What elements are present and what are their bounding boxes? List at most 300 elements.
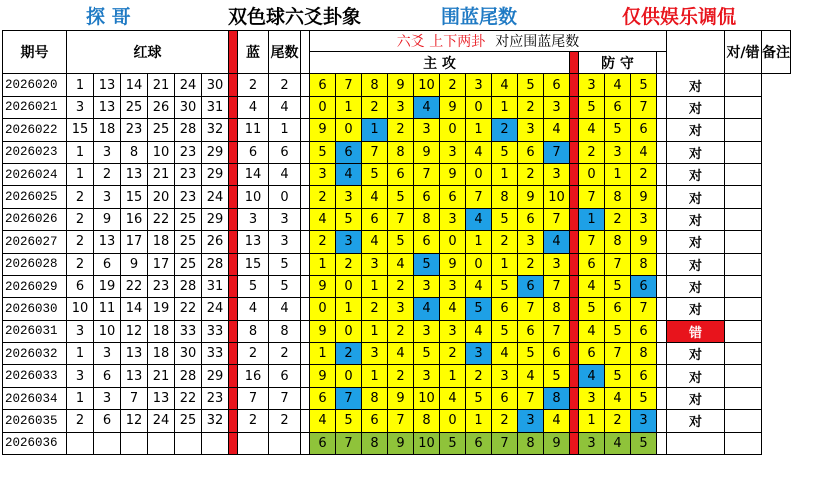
result-cell: 对 — [667, 275, 725, 297]
red-ball-cell: 2 — [67, 186, 94, 208]
defend-cell: 6 — [579, 253, 605, 275]
defend-cell: 8 — [605, 231, 631, 253]
red-ball-cell: 13 — [94, 231, 121, 253]
attack-cell: 5 — [492, 320, 518, 342]
red-ball-cell: 23 — [148, 275, 175, 297]
defend-cell: 5 — [579, 298, 605, 320]
period-cell: 2026021 — [3, 96, 67, 118]
attack-cell: 1 — [310, 343, 336, 365]
note-cell — [725, 298, 762, 320]
red-ball-cell: 1 — [67, 163, 94, 185]
red-ball-cell: 7 — [121, 387, 148, 409]
separator — [570, 96, 579, 118]
period-cell: 2026036 — [3, 432, 67, 454]
defend-cell: 7 — [605, 343, 631, 365]
red-ball-cell: 9 — [94, 208, 121, 230]
attack-cell: 1 — [310, 253, 336, 275]
separator — [229, 387, 238, 409]
method-header — [310, 31, 667, 52]
separator — [570, 298, 579, 320]
defend-cell: 5 — [605, 119, 631, 141]
red-ball-cell: 30 — [202, 74, 229, 96]
attack-cell: 9 — [388, 74, 414, 96]
defend-cell: 9 — [631, 231, 657, 253]
period-cell: 2026024 — [3, 163, 67, 185]
separator — [301, 410, 310, 432]
table-row — [3, 410, 791, 432]
attack-cell: 10 — [414, 432, 440, 454]
blue-ball-cell — [238, 432, 269, 454]
attack-cell: 1 — [466, 231, 492, 253]
red-ball-cell: 10 — [94, 320, 121, 342]
attack-cell: 4 — [388, 253, 414, 275]
blue-ball-cell: 16 — [238, 365, 269, 387]
separator — [229, 231, 238, 253]
tail-cell — [269, 432, 301, 454]
red-ball-cell: 29 — [202, 163, 229, 185]
attack-cell: 8 — [362, 387, 388, 409]
attack-cell: 9 — [440, 163, 466, 185]
separator — [229, 141, 238, 163]
red-ball-cell: 1 — [67, 141, 94, 163]
attack-cell: 3 — [518, 410, 544, 432]
defend-cell: 6 — [605, 298, 631, 320]
attack-cell: 7 — [518, 387, 544, 409]
attack-cell: 6 — [544, 343, 570, 365]
forecast-table — [2, 30, 791, 455]
separator — [657, 231, 667, 253]
separator — [229, 432, 238, 454]
attack-cell: 7 — [544, 275, 570, 297]
separator — [301, 231, 310, 253]
separator — [657, 74, 667, 96]
red-ball-cell: 13 — [121, 343, 148, 365]
attack-cell: 4 — [518, 365, 544, 387]
result-cell: 对 — [667, 410, 725, 432]
attack-cell: 0 — [310, 96, 336, 118]
attack-cell: 9 — [440, 253, 466, 275]
attack-cell: 2 — [388, 275, 414, 297]
attack-cell: 2 — [362, 96, 388, 118]
defend-cell: 5 — [631, 387, 657, 409]
attack-cell: 7 — [492, 432, 518, 454]
red-ball-cell: 32 — [202, 119, 229, 141]
tail-cell: 4 — [269, 163, 301, 185]
separator — [570, 186, 579, 208]
separator — [570, 208, 579, 230]
red-ball-cell: 21 — [148, 365, 175, 387]
defend-cell: 3 — [605, 141, 631, 163]
attack-cell: 5 — [492, 141, 518, 163]
note-cell — [725, 410, 762, 432]
red-ball-cell: 26 — [148, 96, 175, 118]
result-cell: 对 — [667, 74, 725, 96]
separator — [229, 31, 238, 74]
table-row — [3, 343, 791, 365]
attack-cell: 6 — [466, 432, 492, 454]
red-ball-cell: 33 — [175, 320, 202, 342]
note-cell — [725, 253, 762, 275]
attack-cell: 3 — [310, 163, 336, 185]
separator — [570, 231, 579, 253]
blue-ball-cell: 2 — [238, 410, 269, 432]
blue-ball-cell: 4 — [238, 96, 269, 118]
attack-cell: 4 — [466, 141, 492, 163]
separator — [301, 31, 310, 74]
attack-cell: 0 — [440, 119, 466, 141]
red-ball-cell: 30 — [175, 343, 202, 365]
red-ball-cell: 28 — [175, 365, 202, 387]
red-ball-cell: 29 — [202, 208, 229, 230]
attack-cell: 0 — [336, 365, 362, 387]
defend-cell: 4 — [631, 141, 657, 163]
defend-cell: 6 — [579, 343, 605, 365]
tail-cell: 5 — [269, 275, 301, 297]
attack-cell: 10 — [414, 387, 440, 409]
red-ball-cell: 31 — [202, 96, 229, 118]
title-bar — [0, 0, 825, 30]
red-ball-cell: 1 — [67, 74, 94, 96]
blue-ball-cell: 14 — [238, 163, 269, 185]
attack-cell: 3 — [466, 74, 492, 96]
method-red-label: 六爻 上下两卦 — [396, 34, 486, 50]
defend-cell: 4 — [579, 365, 605, 387]
red-ball-cell: 23 — [175, 186, 202, 208]
separator — [301, 253, 310, 275]
attack-cell: 3 — [336, 231, 362, 253]
attack-cell: 4 — [544, 231, 570, 253]
red-ball-cell: 3 — [67, 365, 94, 387]
attack-cell: 9 — [518, 186, 544, 208]
tail-cell: 6 — [269, 365, 301, 387]
result-header: 对/错 — [725, 31, 762, 74]
separator — [570, 343, 579, 365]
red-ball-cell: 13 — [94, 74, 121, 96]
defend-cell: 6 — [631, 275, 657, 297]
red-ball-cell — [67, 432, 94, 454]
red-ball-cell: 16 — [121, 208, 148, 230]
red-ball-cell: 13 — [148, 387, 175, 409]
red-ball-cell: 22 — [148, 208, 175, 230]
red-ball-cell: 15 — [121, 186, 148, 208]
attack-cell: 6 — [544, 74, 570, 96]
red-ball-cell: 6 — [94, 365, 121, 387]
defend-cell: 4 — [605, 432, 631, 454]
attack-cell: 8 — [544, 298, 570, 320]
table-row — [3, 141, 791, 163]
red-ball-cell: 24 — [175, 74, 202, 96]
attack-cell: 6 — [310, 432, 336, 454]
red-ball-cell: 10 — [148, 141, 175, 163]
result-cell: 对 — [667, 96, 725, 118]
red-ball-cell: 3 — [94, 141, 121, 163]
defend-cell: 2 — [631, 163, 657, 185]
separator — [229, 275, 238, 297]
separator — [657, 253, 667, 275]
tail-cell: 7 — [269, 387, 301, 409]
separator — [229, 208, 238, 230]
defend-cell: 1 — [605, 163, 631, 185]
period-cell: 2026023 — [3, 141, 67, 163]
author-label: 探 哥 — [86, 6, 131, 28]
attack-cell: 5 — [466, 298, 492, 320]
defend-cell: 3 — [631, 410, 657, 432]
separator — [301, 163, 310, 185]
attack-cell: 8 — [544, 387, 570, 409]
header-row-1 — [3, 31, 791, 52]
blue-ball-cell: 6 — [238, 141, 269, 163]
separator — [301, 74, 310, 96]
separator — [301, 119, 310, 141]
result-cell: 对 — [667, 231, 725, 253]
separator — [301, 365, 310, 387]
attack-cell: 1 — [492, 163, 518, 185]
attack-cell: 7 — [336, 74, 362, 96]
result-cell — [667, 432, 725, 454]
attack-cell: 2 — [492, 231, 518, 253]
red-ball-cell: 8 — [121, 141, 148, 163]
period-cell: 2026028 — [3, 253, 67, 275]
attack-cell: 1 — [336, 96, 362, 118]
defend-cell: 5 — [605, 275, 631, 297]
result-cell: 对 — [667, 208, 725, 230]
attack-cell: 6 — [362, 410, 388, 432]
red-ball-cell: 19 — [148, 298, 175, 320]
period-cell: 2026029 — [3, 275, 67, 297]
attack-cell: 3 — [518, 119, 544, 141]
attack-cell: 3 — [440, 320, 466, 342]
defend-cell: 4 — [605, 387, 631, 409]
red-ball-cell: 12 — [121, 320, 148, 342]
attack-cell: 3 — [544, 163, 570, 185]
blue-ball-cell: 3 — [238, 208, 269, 230]
separator — [667, 31, 725, 74]
attack-cell: 7 — [414, 163, 440, 185]
attack-cell: 7 — [388, 208, 414, 230]
table-row — [3, 365, 791, 387]
attack-cell: 6 — [492, 387, 518, 409]
red-ball-cell: 2 — [67, 410, 94, 432]
result-cell: 对 — [667, 253, 725, 275]
red-ball-cell: 2 — [67, 253, 94, 275]
attack-cell: 5 — [466, 387, 492, 409]
attack-cell: 3 — [414, 275, 440, 297]
separator — [570, 52, 579, 74]
attack-cell: 3 — [414, 119, 440, 141]
table-row — [3, 253, 791, 275]
blue-ball-cell: 13 — [238, 231, 269, 253]
attack-cell: 4 — [466, 275, 492, 297]
red-ball-cell: 25 — [175, 231, 202, 253]
separator — [301, 186, 310, 208]
red-ball-cell: 29 — [202, 365, 229, 387]
defend-header: 防 守 — [579, 52, 657, 74]
result-cell: 对 — [667, 387, 725, 409]
attack-cell: 3 — [544, 253, 570, 275]
separator — [657, 119, 667, 141]
defend-cell: 4 — [579, 119, 605, 141]
result-cell: 对 — [667, 365, 725, 387]
blue-ball-cell: 7 — [238, 387, 269, 409]
table-row — [3, 320, 791, 342]
attack-cell: 8 — [388, 141, 414, 163]
attack-cell: 5 — [492, 275, 518, 297]
attack-cell: 2 — [388, 320, 414, 342]
table-row — [3, 186, 791, 208]
attack-cell: 4 — [440, 387, 466, 409]
separator — [301, 320, 310, 342]
separator — [657, 410, 667, 432]
defend-cell: 5 — [579, 96, 605, 118]
attack-cell: 1 — [362, 365, 388, 387]
attack-cell: 6 — [518, 208, 544, 230]
defend-cell: 6 — [631, 365, 657, 387]
red-ball-cell: 29 — [202, 141, 229, 163]
sheet-title: 双色球六爻卦象 — [228, 6, 362, 28]
attack-cell: 4 — [492, 343, 518, 365]
attack-cell: 0 — [336, 119, 362, 141]
separator — [229, 163, 238, 185]
attack-cell: 7 — [466, 186, 492, 208]
red-ball-cell: 17 — [121, 231, 148, 253]
attack-cell: 4 — [492, 74, 518, 96]
period-cell: 2026026 — [3, 208, 67, 230]
tail-cell: 2 — [269, 410, 301, 432]
note-cell — [725, 432, 762, 454]
period-cell: 2026027 — [3, 231, 67, 253]
separator — [657, 275, 667, 297]
attack-cell: 7 — [544, 208, 570, 230]
separator — [301, 343, 310, 365]
red-ball-cell: 13 — [121, 365, 148, 387]
attack-cell: 3 — [414, 320, 440, 342]
note-cell — [725, 141, 762, 163]
attack-cell: 5 — [518, 343, 544, 365]
note-cell — [725, 186, 762, 208]
attack-cell: 1 — [362, 119, 388, 141]
attack-cell: 2 — [388, 119, 414, 141]
attack-cell: 4 — [544, 119, 570, 141]
separator — [570, 432, 579, 454]
defend-cell: 4 — [605, 74, 631, 96]
red-ball-cell: 33 — [202, 320, 229, 342]
blue-ball-cell: 4 — [238, 298, 269, 320]
defend-cell: 5 — [605, 320, 631, 342]
red-ball-cell: 18 — [148, 343, 175, 365]
blue-ball-cell: 5 — [238, 275, 269, 297]
tail-header: 尾数 — [269, 31, 301, 74]
note-cell — [725, 343, 762, 365]
attack-cell: 9 — [310, 365, 336, 387]
attack-cell: 2 — [492, 119, 518, 141]
attack-cell: 2 — [440, 74, 466, 96]
attack-cell: 6 — [414, 231, 440, 253]
defend-cell: 5 — [605, 365, 631, 387]
attack-cell: 6 — [440, 186, 466, 208]
red-ball-cell: 25 — [175, 253, 202, 275]
red-ball-cell: 17 — [148, 253, 175, 275]
defend-cell: 2 — [605, 410, 631, 432]
blue-ball-cell: 15 — [238, 253, 269, 275]
note-cell — [725, 320, 762, 342]
attack-cell: 4 — [388, 343, 414, 365]
attack-cell: 9 — [440, 96, 466, 118]
result-cell: 对 — [667, 343, 725, 365]
defend-cell: 1 — [579, 208, 605, 230]
attack-cell: 4 — [440, 298, 466, 320]
attack-cell: 3 — [414, 365, 440, 387]
result-cell: 对 — [667, 141, 725, 163]
separator — [229, 74, 238, 96]
red-ball-cell: 33 — [202, 343, 229, 365]
defend-cell: 2 — [579, 141, 605, 163]
attack-cell: 3 — [362, 343, 388, 365]
red-ball-cell: 25 — [175, 208, 202, 230]
attack-cell: 0 — [336, 275, 362, 297]
attack-cell: 5 — [388, 186, 414, 208]
attack-cell: 4 — [466, 208, 492, 230]
defend-cell: 7 — [579, 186, 605, 208]
blue-ball-cell: 10 — [238, 186, 269, 208]
attack-cell: 8 — [362, 74, 388, 96]
attack-cell: 3 — [440, 208, 466, 230]
separator — [657, 163, 667, 185]
red-ball-cell — [148, 432, 175, 454]
attack-cell: 1 — [336, 298, 362, 320]
attack-cell: 6 — [388, 163, 414, 185]
separator — [229, 186, 238, 208]
attack-cell: 8 — [414, 410, 440, 432]
table-row — [3, 163, 791, 185]
red-ball-cell: 3 — [67, 96, 94, 118]
defend-cell: 1 — [579, 410, 605, 432]
result-cell: 对 — [667, 298, 725, 320]
red-ball-cell: 19 — [94, 275, 121, 297]
red-ball-cell — [121, 432, 148, 454]
separator — [657, 96, 667, 118]
red-ball-cell — [202, 432, 229, 454]
defend-cell: 2 — [605, 208, 631, 230]
red-ball-cell: 28 — [202, 253, 229, 275]
table-row — [3, 208, 791, 230]
attack-cell: 7 — [544, 320, 570, 342]
tail-cell: 8 — [269, 320, 301, 342]
method-black-label: 对应围蓝尾数 — [495, 34, 580, 50]
note-cell — [725, 119, 762, 141]
tail-cell: 2 — [269, 343, 301, 365]
note-cell — [725, 387, 762, 409]
red-ball-cell: 25 — [121, 96, 148, 118]
separator — [301, 96, 310, 118]
separator — [570, 74, 579, 96]
red-ball-cell: 23 — [175, 141, 202, 163]
separator — [570, 365, 579, 387]
attack-cell: 1 — [362, 275, 388, 297]
result-cell: 对 — [667, 163, 725, 185]
attack-cell: 4 — [544, 410, 570, 432]
red-ball-cell: 2 — [67, 231, 94, 253]
attack-cell: 2 — [440, 343, 466, 365]
attack-cell: 4 — [414, 96, 440, 118]
attack-cell: 2 — [310, 186, 336, 208]
red-ball-cell: 20 — [148, 186, 175, 208]
period-cell: 2026031 — [3, 320, 67, 342]
separator — [657, 298, 667, 320]
period-cell: 2026022 — [3, 119, 67, 141]
attack-cell: 2 — [388, 365, 414, 387]
tail-cell: 6 — [269, 141, 301, 163]
attack-cell: 6 — [362, 208, 388, 230]
